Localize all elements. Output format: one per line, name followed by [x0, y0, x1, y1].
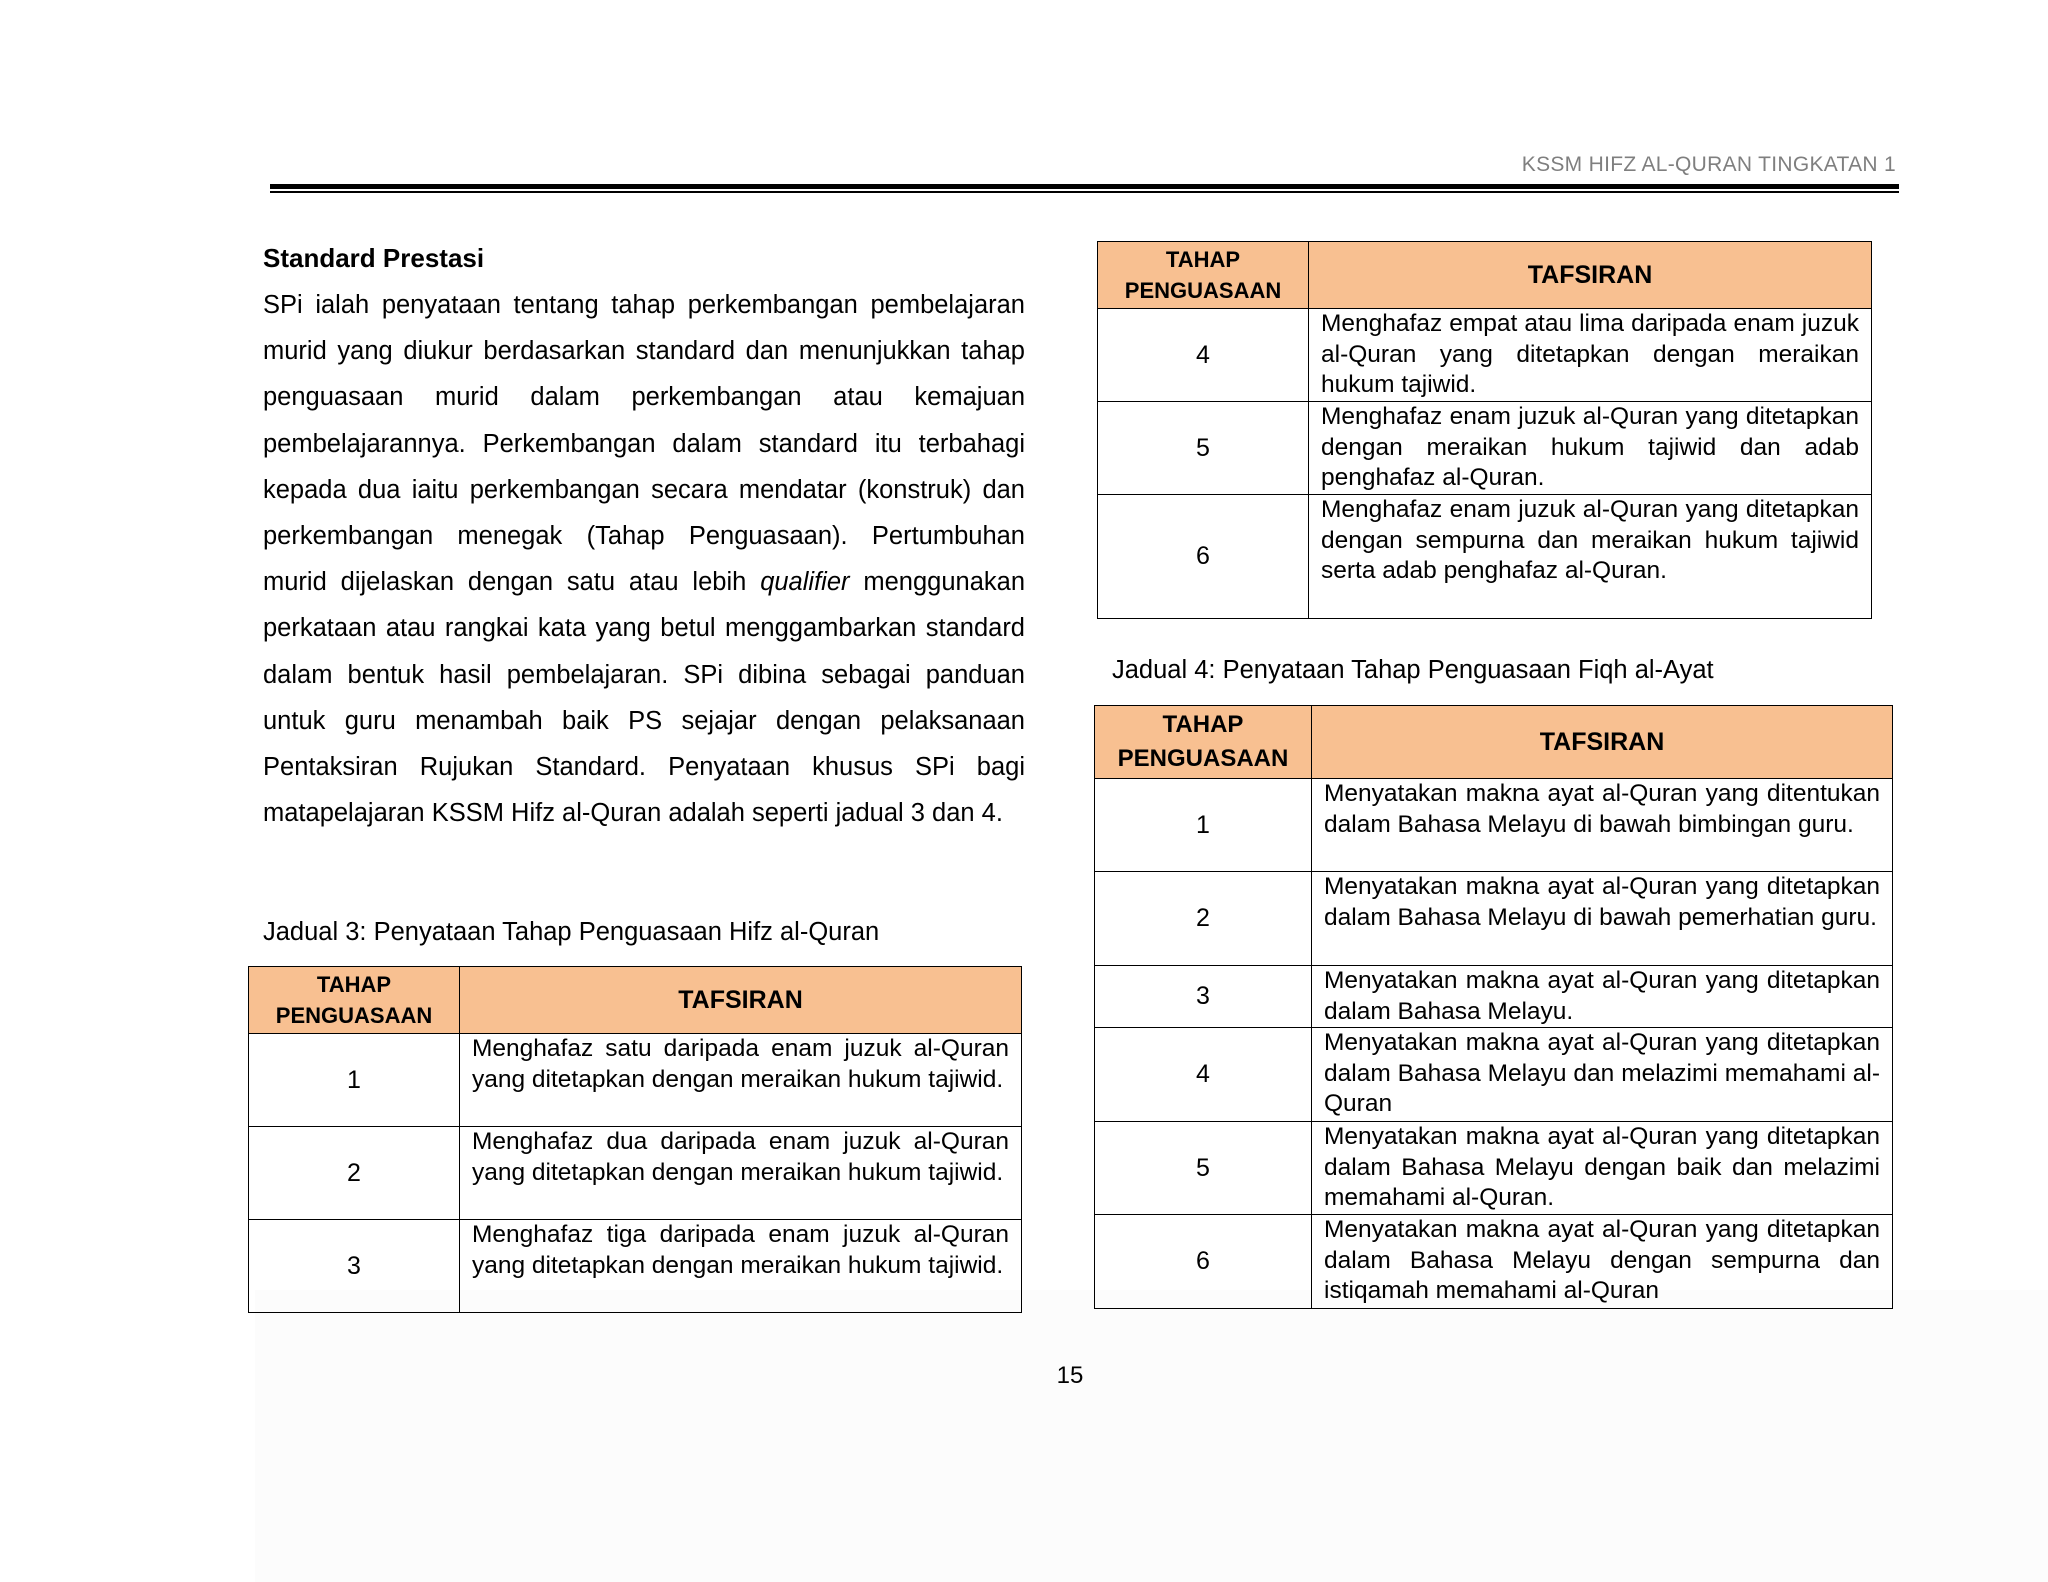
table-row [1095, 1028, 1893, 1122]
table-row [1098, 402, 1872, 495]
table-row [1098, 309, 1872, 402]
table-row [1095, 779, 1893, 872]
desc-cell: Menyatakan makna ayat al-Quran yang ditetapkan dalam Bahasa Melayu di bawah pemerhatian guru. [1312, 872, 1893, 966]
desc-cell: Menghafaz satu daripada enam juzuk al-Quran yang ditetapkan dengan meraikan hukum tajiwid. [460, 1034, 1022, 1127]
body-paragraph [263, 282, 1025, 836]
table3-cont-header-desc: TAFSIRAN [1309, 242, 1872, 309]
table-row [1095, 872, 1893, 966]
page-lower-background [255, 1290, 2048, 1582]
level-cell: 2 [1095, 872, 1312, 966]
section-title: Standard Prestasi [263, 243, 485, 273]
level-cell: 2 [249, 1127, 460, 1220]
level-cell: 5 [1095, 1122, 1312, 1215]
table4-caption: Jadual 4: Penyataan Tahap Penguasaan Fiqh al-Ayat [1112, 656, 1714, 684]
table-row [1095, 1122, 1893, 1215]
table-row [249, 1220, 1022, 1313]
table3-cont-header-level: TAHAP PENGUASAAN [1098, 242, 1309, 309]
level-cell: 1 [249, 1034, 460, 1127]
table-row [1095, 966, 1893, 1028]
table-row [1098, 495, 1872, 619]
table4-header-desc: TAFSIRAN [1312, 706, 1893, 779]
desc-cell: Menyatakan makna ayat al-Quran yang ditetapkan dalam Bahasa Melayu dan melazimi memahami al-Quran [1312, 1028, 1893, 1122]
header-rule-thin [270, 191, 1899, 193]
level-cell: 1 [1095, 779, 1312, 872]
desc-cell: Menghafaz tiga daripada enam juzuk al-Quran yang ditetapkan dengan meraikan hukum tajiwid. [460, 1220, 1022, 1313]
desc-cell: Menghafaz empat atau lima daripada enam juzuk al-Quran yang ditetapkan dengan meraikan hukum tajiwid. [1309, 309, 1872, 402]
table3-caption: Jadual 3: Penyataan Tahap Penguasaan Hifz al-Quran [263, 918, 880, 946]
level-cell: 6 [1098, 495, 1309, 619]
desc-cell: Menyatakan makna ayat al-Quran yang ditetapkan dalam Bahasa Melayu dengan sempurna dan istiqamah memahami al-Quran [1312, 1215, 1893, 1309]
table3-header-desc: TAFSIRAN [460, 967, 1022, 1034]
level-cell: 4 [1098, 309, 1309, 402]
table-row [249, 1034, 1022, 1127]
table4-header-level: TAHAP PENGUASAAN [1095, 706, 1312, 779]
running-header: KSSM HIFZ AL-QURAN TINGKATAN 1 [1521, 153, 1896, 176]
desc-cell: Menyatakan makna ayat al-Quran yang ditentukan dalam Bahasa Melayu di bawah bimbingan guru. [1312, 779, 1893, 872]
desc-cell: Menghafaz dua daripada enam juzuk al-Quran yang ditetapkan dengan meraikan hukum tajiwid. [460, 1127, 1022, 1220]
desc-cell: Menyatakan makna ayat al-Quran yang ditetapkan dalam Bahasa Melayu dengan baik dan melazimi memahami al-Quran. [1312, 1122, 1893, 1215]
desc-cell: Menghafaz enam juzuk al-Quran yang ditetapkan dengan sempurna dan meraikan hukum tajiwid serta adab penghafaz al-Quran. [1309, 495, 1872, 619]
paragraph-italic-term: qualifier [760, 568, 850, 597]
table3 [248, 966, 1022, 1313]
desc-cell: Menyatakan makna ayat al-Quran yang ditetapkan dalam Bahasa Melayu. [1312, 966, 1893, 1028]
table-row [249, 1127, 1022, 1220]
level-cell: 4 [1095, 1028, 1312, 1122]
desc-cell: Menghafaz enam juzuk al-Quran yang ditetapkan dengan meraikan hukum tajiwid dan adab penghafaz al-Quran. [1309, 402, 1872, 495]
page-number: 15 [1056, 1362, 1084, 1389]
table4 [1094, 705, 1893, 1309]
level-cell: 5 [1098, 402, 1309, 495]
header-rule-thick [270, 184, 1899, 189]
left-column [263, 240, 1025, 836]
table3-header-level: TAHAP PENGUASAAN [249, 967, 460, 1034]
paragraph-text-part2: menggunakan perkataan atau rangkai kata yang betul menggambarkan standard dalam bentuk hasil pembelajaran. SPi dibina sebagai panduan untuk guru menambah baik PS sejajar dengan pelaksanaan Pentaksiran Rujukan Standard. Penyataan khusus SPi bagi matapelajaran KSSM Hifz al-Quran adalah seperti jadual 3 dan 4. [263, 568, 1025, 828]
table3-continued [1097, 241, 1872, 619]
level-cell: 3 [249, 1220, 460, 1313]
level-cell: 3 [1095, 966, 1312, 1028]
level-cell: 6 [1095, 1215, 1312, 1309]
paragraph-text-part1: SPi ialah penyataan tentang tahap perkembangan pembelajaran murid yang diukur berdasarkan standard dan menunjukkan tahap penguasaan murid dalam perkembangan atau kemajuan pembelajarannya. Perkembangan dalam standard itu terbahagi kepada dua iaitu perkembangan secara mendatar (konstruk) dan perkembangan menegak (Tahap Penguasaan). Pertumbuhan murid dijelaskan dengan satu atau lebih [263, 291, 1025, 597]
table-row [1095, 1215, 1893, 1309]
